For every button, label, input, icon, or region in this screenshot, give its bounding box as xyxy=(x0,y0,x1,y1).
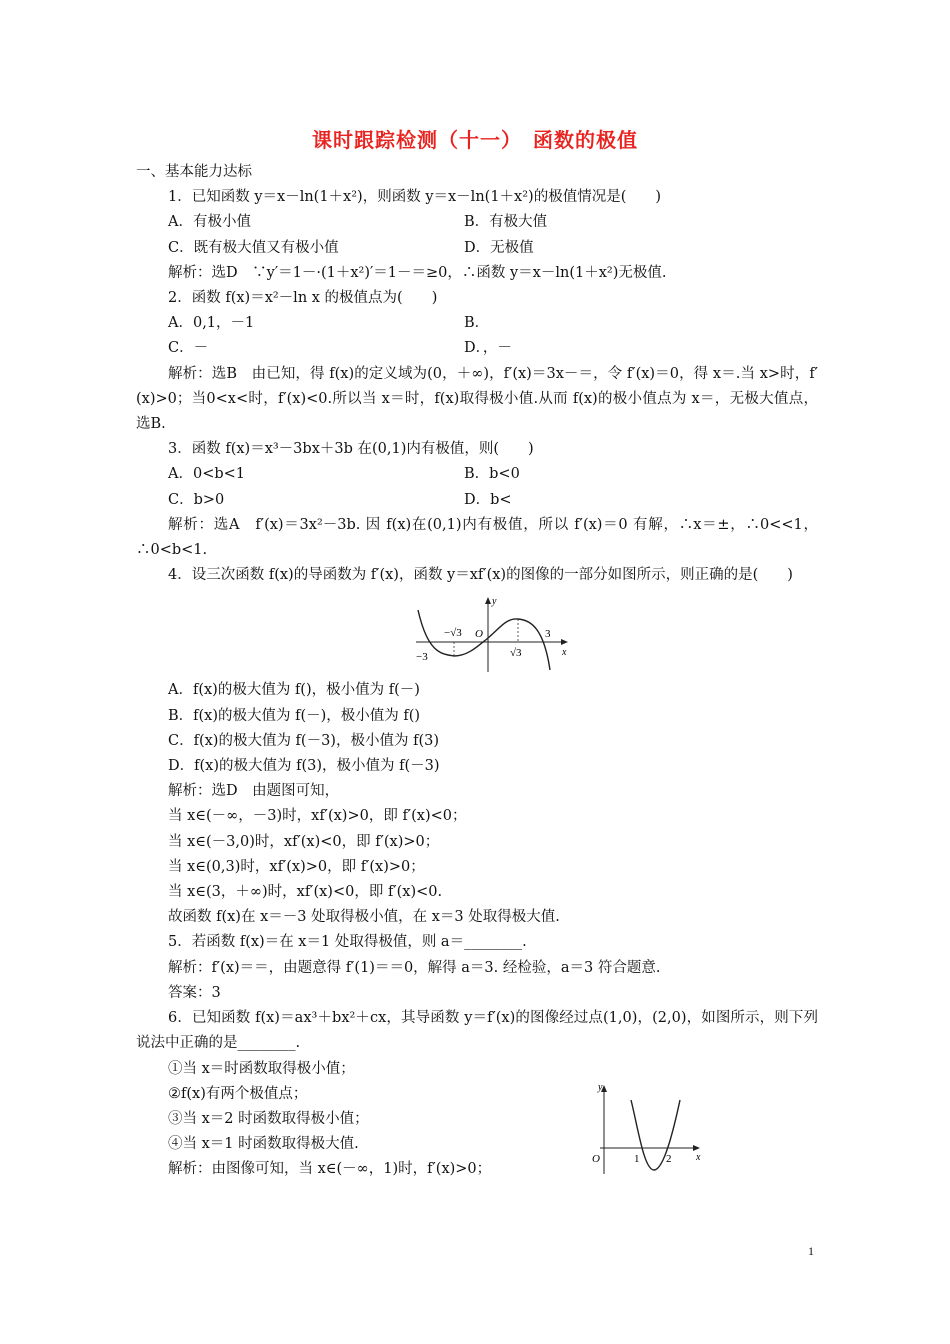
question-5-solution: 解析：f′(x)＝＝，由题意得 f′(1)＝＝0，解得 a＝3. 经检验，a＝3 符合题意. xyxy=(168,959,661,976)
question-5-stem: 5．若函数 f(x)＝在 x＝1 处取得极值，则 a＝________. xyxy=(168,934,527,951)
question-6-solution: 解析：由图像可知，当 x∈(－∞，1)时，f′(x)>0； xyxy=(168,1161,492,1178)
option-c: C．－ xyxy=(168,340,209,357)
question-4-option-c: C．f(x)的极大值为 f(－3)，极小值为 f(3) xyxy=(168,732,439,749)
x-axis-arrow xyxy=(693,1145,700,1151)
tick-label-neg3: −3 xyxy=(416,651,428,664)
y-axis-label: y xyxy=(598,1082,603,1094)
question-4-solution: 解析：选D 由题图可知， xyxy=(168,783,340,800)
option-c: C．b>0 xyxy=(168,491,225,508)
origin-label: O xyxy=(592,1153,600,1166)
question-4-solution-line-3: 当 x∈(0,3)时，xf′(x)>0，即 f′(x)>0； xyxy=(168,858,425,875)
option-d: D．b< xyxy=(464,491,512,508)
question-6-statement-1: ①当 x＝时函数取得极小值； xyxy=(168,1060,355,1077)
option-a: A．0<b<1 xyxy=(168,466,246,483)
tick-label-3: 3 xyxy=(545,628,551,641)
question-1-options-ab xyxy=(136,210,818,235)
option-b: B．有极大值 xyxy=(464,214,548,231)
option-a: A．有极小值 xyxy=(168,214,251,231)
question-3-options-ab xyxy=(136,462,818,487)
y-axis-label: y xyxy=(492,596,497,608)
page-title: 课时跟踪检测（十一） 函数的极值 xyxy=(312,128,638,152)
question-2-options-cd xyxy=(136,336,818,361)
curve xyxy=(418,610,550,670)
question-3-stem: 3．函数 f(x)＝x³－3bx＋3b 在(0,1)内有极值，则( ) xyxy=(168,441,534,458)
x-axis-label: x xyxy=(696,1152,701,1164)
tick-label-1: 1 xyxy=(634,1153,640,1166)
question-4-solution-line-5: 故函数 f(x)在 x＝－3 处取得极小值，在 x＝3 处取得极大值. xyxy=(168,909,560,926)
option-d: D．，－ xyxy=(464,340,512,357)
question-1-stem: 1．已知函数 y＝x－ln(1＋x²)，则函数 y＝x－ln(1＋x²)的极值情况是( ) xyxy=(168,189,662,206)
origin-label: O xyxy=(475,628,483,641)
y-axis-arrow xyxy=(485,597,491,604)
document-body xyxy=(136,160,818,1183)
tick-label-2: 2 xyxy=(666,1153,672,1166)
fprime-parabola-figure xyxy=(586,1080,706,1176)
section-heading: 一、基本能力达标 xyxy=(136,164,252,180)
question-6-stem: 6．已知函数 f(x)＝ax³＋bx²＋cx，其导函数 y＝f′(x)的图像经过点(1,0)，(2,0)，如图所示，则下列说法中正确的是________. xyxy=(136,1010,818,1052)
option-d: D．无极值 xyxy=(464,239,534,256)
xfprime-graph-figure xyxy=(416,594,576,674)
option-b: B．b<0 xyxy=(464,466,520,483)
question-6-statement-4: ④当 x＝1 时函数取得极大值. xyxy=(168,1136,359,1153)
question-6-statement-3: ③当 x＝2 时函数取得极小值； xyxy=(168,1110,369,1127)
x-axis-label: x xyxy=(562,647,567,659)
option-a: A．0,1，－1 xyxy=(168,315,255,332)
question-4-option-d: D．f(x)的极大值为 f(3)，极小值为 f(－3) xyxy=(168,758,440,775)
question-4-stem: 4．设三次函数 f(x)的导函数为 f′(x)，函数 y＝xf′(x)的图像的一部分如图所示，则正确的是( ) xyxy=(168,567,793,584)
page-number: 1 xyxy=(808,1244,814,1258)
option-b: B． xyxy=(464,315,490,332)
question-4-option-b: B．f(x)的极大值为 f(－)，极小值为 f() xyxy=(168,707,421,724)
x-axis-arrow xyxy=(561,639,568,645)
question-4-solution-line-4: 当 x∈(3，＋∞)时，xf′(x)<0，即 f′(x)<0. xyxy=(168,884,443,901)
question-2-stem: 2．函数 f(x)＝x²－ln x 的极值点为( ) xyxy=(168,290,438,307)
tick-label-negsqrt3: −√3 xyxy=(444,627,462,640)
question-4-solution-line-1: 当 x∈(－∞，－3)时，xf′(x)>0，即 f′(x)<0； xyxy=(168,808,467,825)
question-4-solution-line-2: 当 x∈(－3,0)时，xf′(x)<0，即 f′(x)>0； xyxy=(168,833,440,850)
question-3-options-cd xyxy=(136,488,818,513)
question-6-statement-2: ②f(x)有两个极值点； xyxy=(168,1085,308,1102)
question-5-answer: 答案：3 xyxy=(168,984,221,1001)
option-c: C．既有极大值又有极小值 xyxy=(168,239,339,256)
question-6 xyxy=(136,1006,818,1182)
question-3-solution: 解析：选A f′(x)＝3x²－3b. 因 f(x)在(0,1)内有极值，所以 f′(x)＝0 有解，∴x＝±，∴0<<1，∴0<b<1. xyxy=(136,516,818,559)
question-2-options-ab xyxy=(136,311,818,336)
question-2-solution: 解析：选B 由已知，得 f(x)的定义域为(0，＋∞)，f′(x)＝3x－＝，令 f′(x)＝0，得 x＝.当 x>时，f′(x)>0；当0<x<时，f′(x)<0.所以当 x＝时，f(x)取得极小值.从而 f(x)的极小值点为 x＝，无极大值点，选B. xyxy=(136,365,818,433)
tick-label-sqrt3: √3 xyxy=(510,647,522,660)
question-1-solution: 解析：选D ∵y′＝1－·(1＋x²)′＝1－＝≥0，∴函数 y＝x－ln(1＋x²)无极值. xyxy=(168,264,667,281)
question-4-option-a: A．f(x)的极大值为 f()，极小值为 f(－) xyxy=(168,682,420,699)
question-1-options-cd xyxy=(136,236,818,261)
